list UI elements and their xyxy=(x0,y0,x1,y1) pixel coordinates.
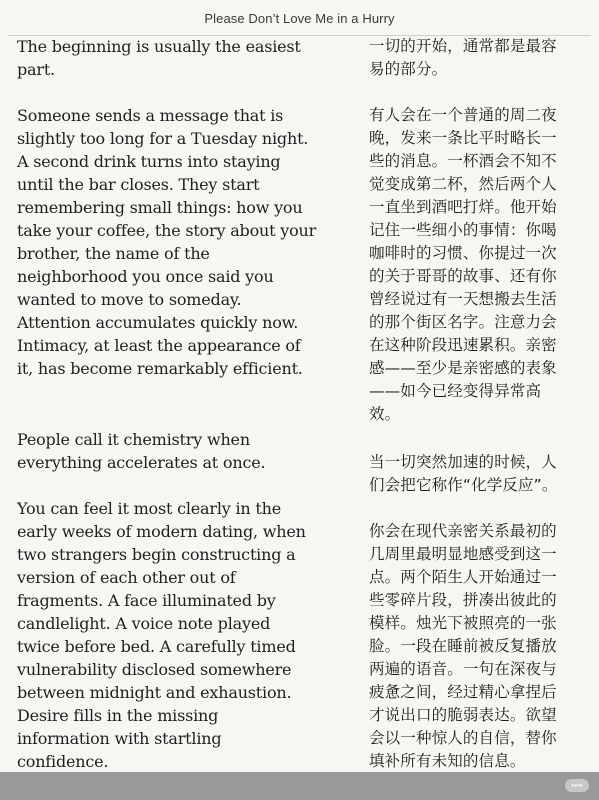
bottom-bar xyxy=(0,772,599,800)
chinese-paragraph-4: 你会在现代亲密关系最初的 几周里最明显地感受到这一 点。两个陌生人开始通过一 些零碎片段，拼凑出彼此的 模样。烛光下被照亮的一张 脸。一段在睡前被反复播放 两遍的语音。一句在深夜与 疲惫之间，经过精心拿捏后 才说出口的脆弱表达。欲望 会以一种惊人的自信，替你 填补所有未知的信息。 xyxy=(369,522,557,770)
english-paragraph-1: The beginning is usually the easiest part. xyxy=(17,37,301,79)
chinese-paragraph-3: 当一切突然加速的时候，人 们会把它称作“化学反应”。 xyxy=(369,453,558,494)
english-paragraph-3: People call it chemistry when everything accelerates at once. xyxy=(17,430,266,472)
english-paragraph-4: You can feel it most clearly in the early weeks of modern dating, when two strangers begin constructing a version of each other out of fragments. A face illuminated by candlelight. A voice note played twice before bed. A carefully timed vulnerability disclosed somewhere between midnight and exhaustion. Desire fills in the missing information with startling confidence. xyxy=(17,499,306,771)
watermark-badge: •••• xyxy=(565,779,589,792)
page-header xyxy=(0,0,599,36)
english-paragraph-2: Someone sends a message that is slightly too long for a Tuesday night. A second drink turns into staying until the bar closes. They start remembering small things: how you take your coffee, the story about your brother, the name of the neighborhood you once said you wanted to move to someday. Attention accumulates quickly now. Intimacy, at least the appearance of it, has become remarkably efficient. xyxy=(17,106,317,378)
chinese-paragraph-2: 有人会在一个普通的周二夜 晚，发来一条比平时略长一 些的消息。一杯酒会不知不 觉变成第二杯，然后两个人 一直坐到酒吧打烊。他开始 记住一些细小的事情：你喝 咖啡时的习惯、你提过一次 的关于哥哥的故事、还有你 曾经说过有一天想搬去生活 的那个街区名字。注意力会 在这种阶段迅速累积。亲密 感——至少是亲密感的表象 ——如今已经变得异常高 效。 xyxy=(369,106,557,423)
book-title: Please Don’t Love Me in a Hurry xyxy=(204,10,395,26)
chinese-paragraph-1: 一切的开始，通常都是最容 易的部分。 xyxy=(369,37,557,78)
